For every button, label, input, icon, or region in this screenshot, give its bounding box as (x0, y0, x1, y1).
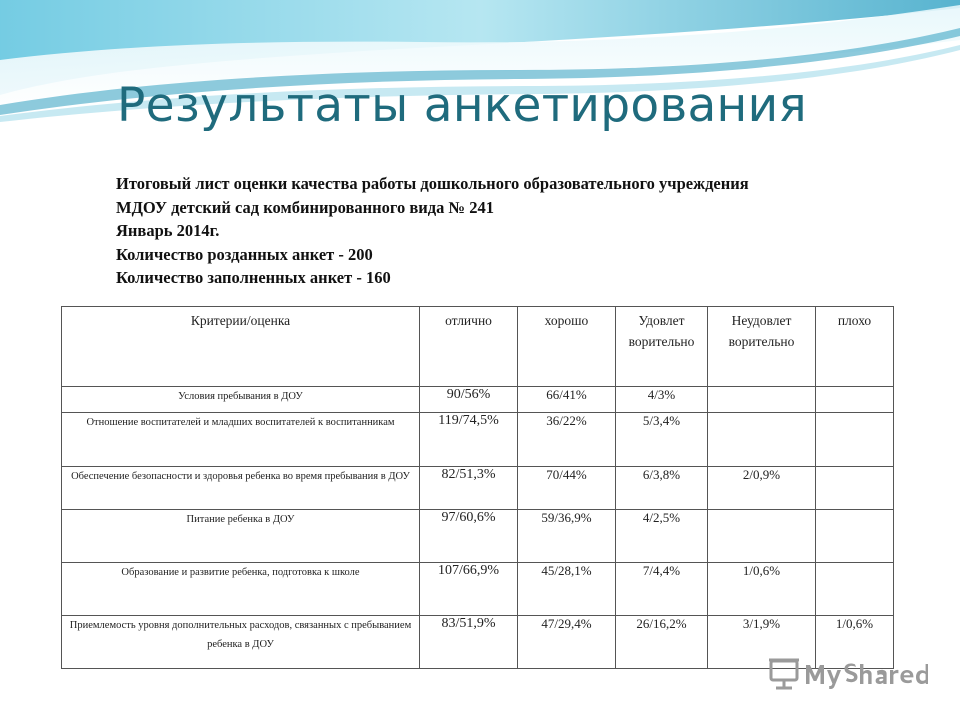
unsatisfactory-cell: 2/0,9% (708, 467, 816, 510)
unsatisfactory-cell: 1/0,6% (708, 563, 816, 616)
col-header-criteria: Критерии/оценка (62, 307, 420, 387)
page-title: Результаты анкетирования (117, 78, 808, 133)
excellent-cell: 82/51,3% (420, 467, 518, 510)
satisfactory-cell: 26/16,2% (616, 616, 708, 669)
bad-cell (816, 387, 894, 413)
good-cell: 36/22% (518, 413, 616, 467)
watermark-wordmark (806, 663, 928, 689)
summary-heading: Итоговый лист оценки качества работы дошкольного образовательного учреждения (116, 174, 749, 193)
excellent-cell: 107/66,9% (420, 563, 518, 616)
criterion-cell: Приемлемость уровня дополнительных расходов, связанных с пребыванием ребенка в ДОУ (62, 616, 420, 669)
table-row (62, 387, 894, 413)
criterion-cell: Условия пребывания в ДОУ (62, 387, 420, 413)
table-row (62, 413, 894, 467)
excellent-cell: 90/56% (420, 387, 518, 413)
summary-institution: МДОУ детский сад комбинированного вида № 241 (116, 197, 494, 217)
summary-date: Январь 2014г. (116, 221, 220, 240)
good-cell: 66/41% (518, 387, 616, 413)
bad-cell: 1/0,6% (816, 616, 894, 669)
col-header-excellent: отлично (420, 307, 518, 387)
bad-cell (816, 467, 894, 510)
bad-cell (816, 510, 894, 563)
satisfactory-cell: 4/3% (616, 387, 708, 413)
results-table (61, 306, 894, 669)
criterion-cell: Питание ребенка в ДОУ (62, 510, 420, 563)
col-header-bad: плохо (816, 307, 894, 387)
satisfactory-cell: 5/3,4% (616, 413, 708, 467)
table-row (62, 510, 894, 563)
satisfactory-cell: 7/4,4% (616, 563, 708, 616)
criterion-cell: Отношение воспитателей и младших воспитателей к воспитанникам (62, 413, 420, 467)
table-row (62, 563, 894, 616)
satisfactory-cell: 6/3,8% (616, 467, 708, 510)
table-row (62, 467, 894, 510)
unsatisfactory-cell (708, 387, 816, 413)
excellent-cell: 83/51,9% (420, 616, 518, 669)
good-cell: 45/28,1% (518, 563, 616, 616)
survey-summary (116, 172, 896, 290)
col-header-good: хорошо (518, 307, 616, 387)
col-header-satisfactory: Удовлет ворительно (616, 307, 708, 387)
criterion-cell: Обеспечение безопасности и здоровья ребенка во время пребывания в ДОУ (62, 467, 420, 510)
unsatisfactory-cell: 3/1,9% (708, 616, 816, 669)
summary-completed-count: Количество заполненных анкет - 160 (116, 268, 391, 287)
col-header-unsatisfactory: Неудовлет ворительно (708, 307, 816, 387)
bad-cell (816, 563, 894, 616)
good-cell: 47/29,4% (518, 616, 616, 669)
presentation-board-icon (769, 660, 799, 688)
good-cell: 70/44% (518, 467, 616, 510)
watermark-logo (768, 657, 928, 691)
excellent-cell: 97/60,6% (420, 510, 518, 563)
table-header-row (62, 307, 894, 387)
bad-cell (816, 413, 894, 467)
excellent-cell: 119/74,5% (420, 413, 518, 467)
summary-distributed-count: Количество розданных анкет - 200 (116, 244, 373, 264)
criterion-cell: Образование и развитие ребенка, подготовка к школе (62, 563, 420, 616)
satisfactory-cell: 4/2,5% (616, 510, 708, 563)
good-cell: 59/36,9% (518, 510, 616, 563)
unsatisfactory-cell (708, 413, 816, 467)
unsatisfactory-cell (708, 510, 816, 563)
